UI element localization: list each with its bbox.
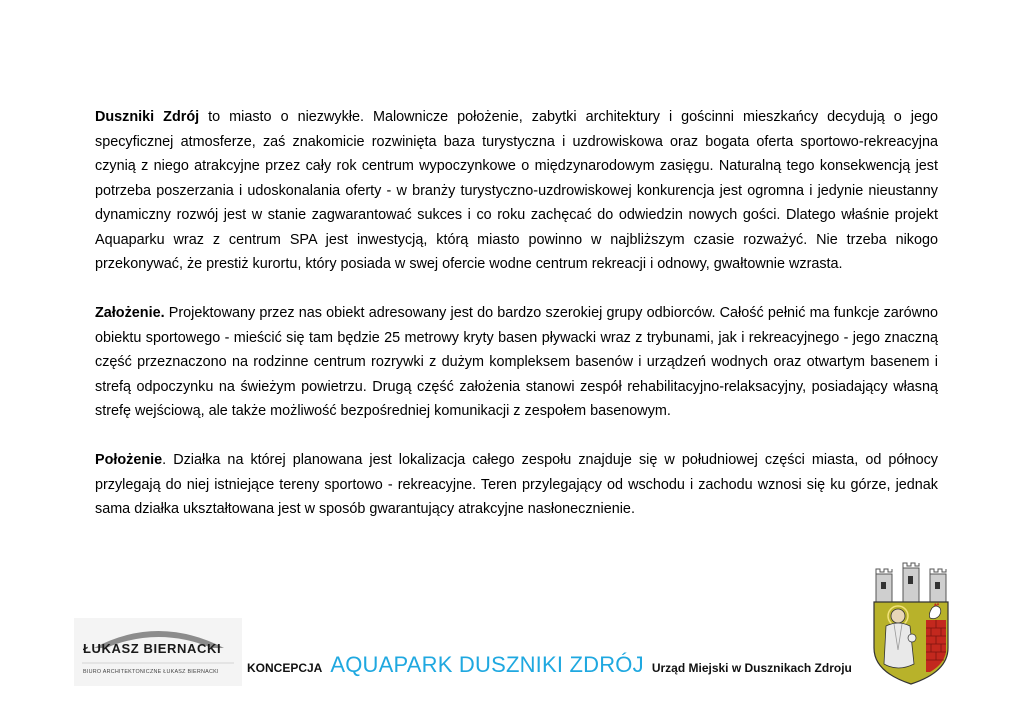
paragraph-lead: Duszniki Zdrój	[95, 109, 200, 125]
coat-of-arms-icon	[870, 560, 952, 686]
architect-logo	[74, 618, 242, 686]
footer-concept-label: KONCEPCJA	[247, 661, 323, 675]
logo-subtitle: BIURO ARCHITEKTONICZNE ŁUKASZ BIERNACKI	[83, 669, 219, 675]
logo-name: ŁUKASZ BIERNACKI	[83, 641, 222, 656]
paragraph-text: to miasto o niezwykłe. Malownicze położenie, zabytki architektury i gościnni mieszkańcy decydują o jego specyficznej atmosferze, zaś znakomicie rozwinięta baza turystyczna i uzdrowiskowa oraz bogata oferta sportowo-rekreacyjna czynią z niego atrakcyjne przez cały rok centrum wypoczynkowe o międzynarodowym zasięgu. Naturalną tego konsekwencją jest potrzeba poszerzania i udoskonalania oferty - w branży turystyczno-uzdrowiskowej konkurencja jest ogromna i jedynie nieustanny dynamiczny rozwój jest w stanie zagwarantować sukces i co roku zachęcać do odwiedzin nowych gości. Dlatego właśnie projekt Aquaparku wraz z centrum SPA jest inwestycją, którą miasto powinno w najbliższym czasie rozważyć. Nie trzeba nikogo przekonywać, że prestiż kurortu, który posiada w swej ofercie wodne centrum rekreacji i odnowy, gwałtownie wzrasta.	[95, 109, 938, 272]
footer-project-title: AQUAPARK DUSZNIKI ZDRÓJ	[330, 652, 644, 677]
paragraph-lead: Założenie.	[95, 305, 165, 321]
footer-office-label: Urząd Miejski w Dusznikach Zdroju	[651, 661, 852, 675]
document-body	[95, 105, 938, 546]
paragraph-text: . Działka na której planowana jest lokalizacja całego zespołu znajduje się w południowej części miasta, od północy przylegają do niej istniejące tereny sportowo - rekreacyjne. Teren przylegający od wschodu i zachodu wznosi się ku górze, jednak sama działka ukształtowana jest w sposób gwarantujący atrakcyjne nasłonecznienie.	[95, 452, 938, 517]
paragraph-zalozenie	[95, 301, 938, 424]
footer-caption	[247, 652, 852, 678]
paragraph-lead: Położenie	[95, 452, 163, 468]
paragraph-intro	[95, 105, 938, 277]
paragraph-text: Projektowany przez nas obiekt adresowany jest do bardzo szerokiej grupy odbiorców. Całość pełnić ma funkcje zarówno obiektu sportowego - mieścić się tam będzie 25 metrowy kryty basen pływacki wraz z trybunami, jak i rekreacyjnego - jego znaczną część przeznaczono na rodzinne centrum rozrywki z dużym kompleksem basenów i urządzeń wodnych oraz otwartym basenem i strefą odpoczynku na świeżym powietrzu. Drugą część założenia stanowi zespół rehabilitacyjno-relaksacyjny, posiadający własną strefę wejściową, ale także możliwość bezpośredniej komunikacji z zespołem basenowym.	[95, 305, 938, 419]
paragraph-polozenie	[95, 448, 938, 522]
